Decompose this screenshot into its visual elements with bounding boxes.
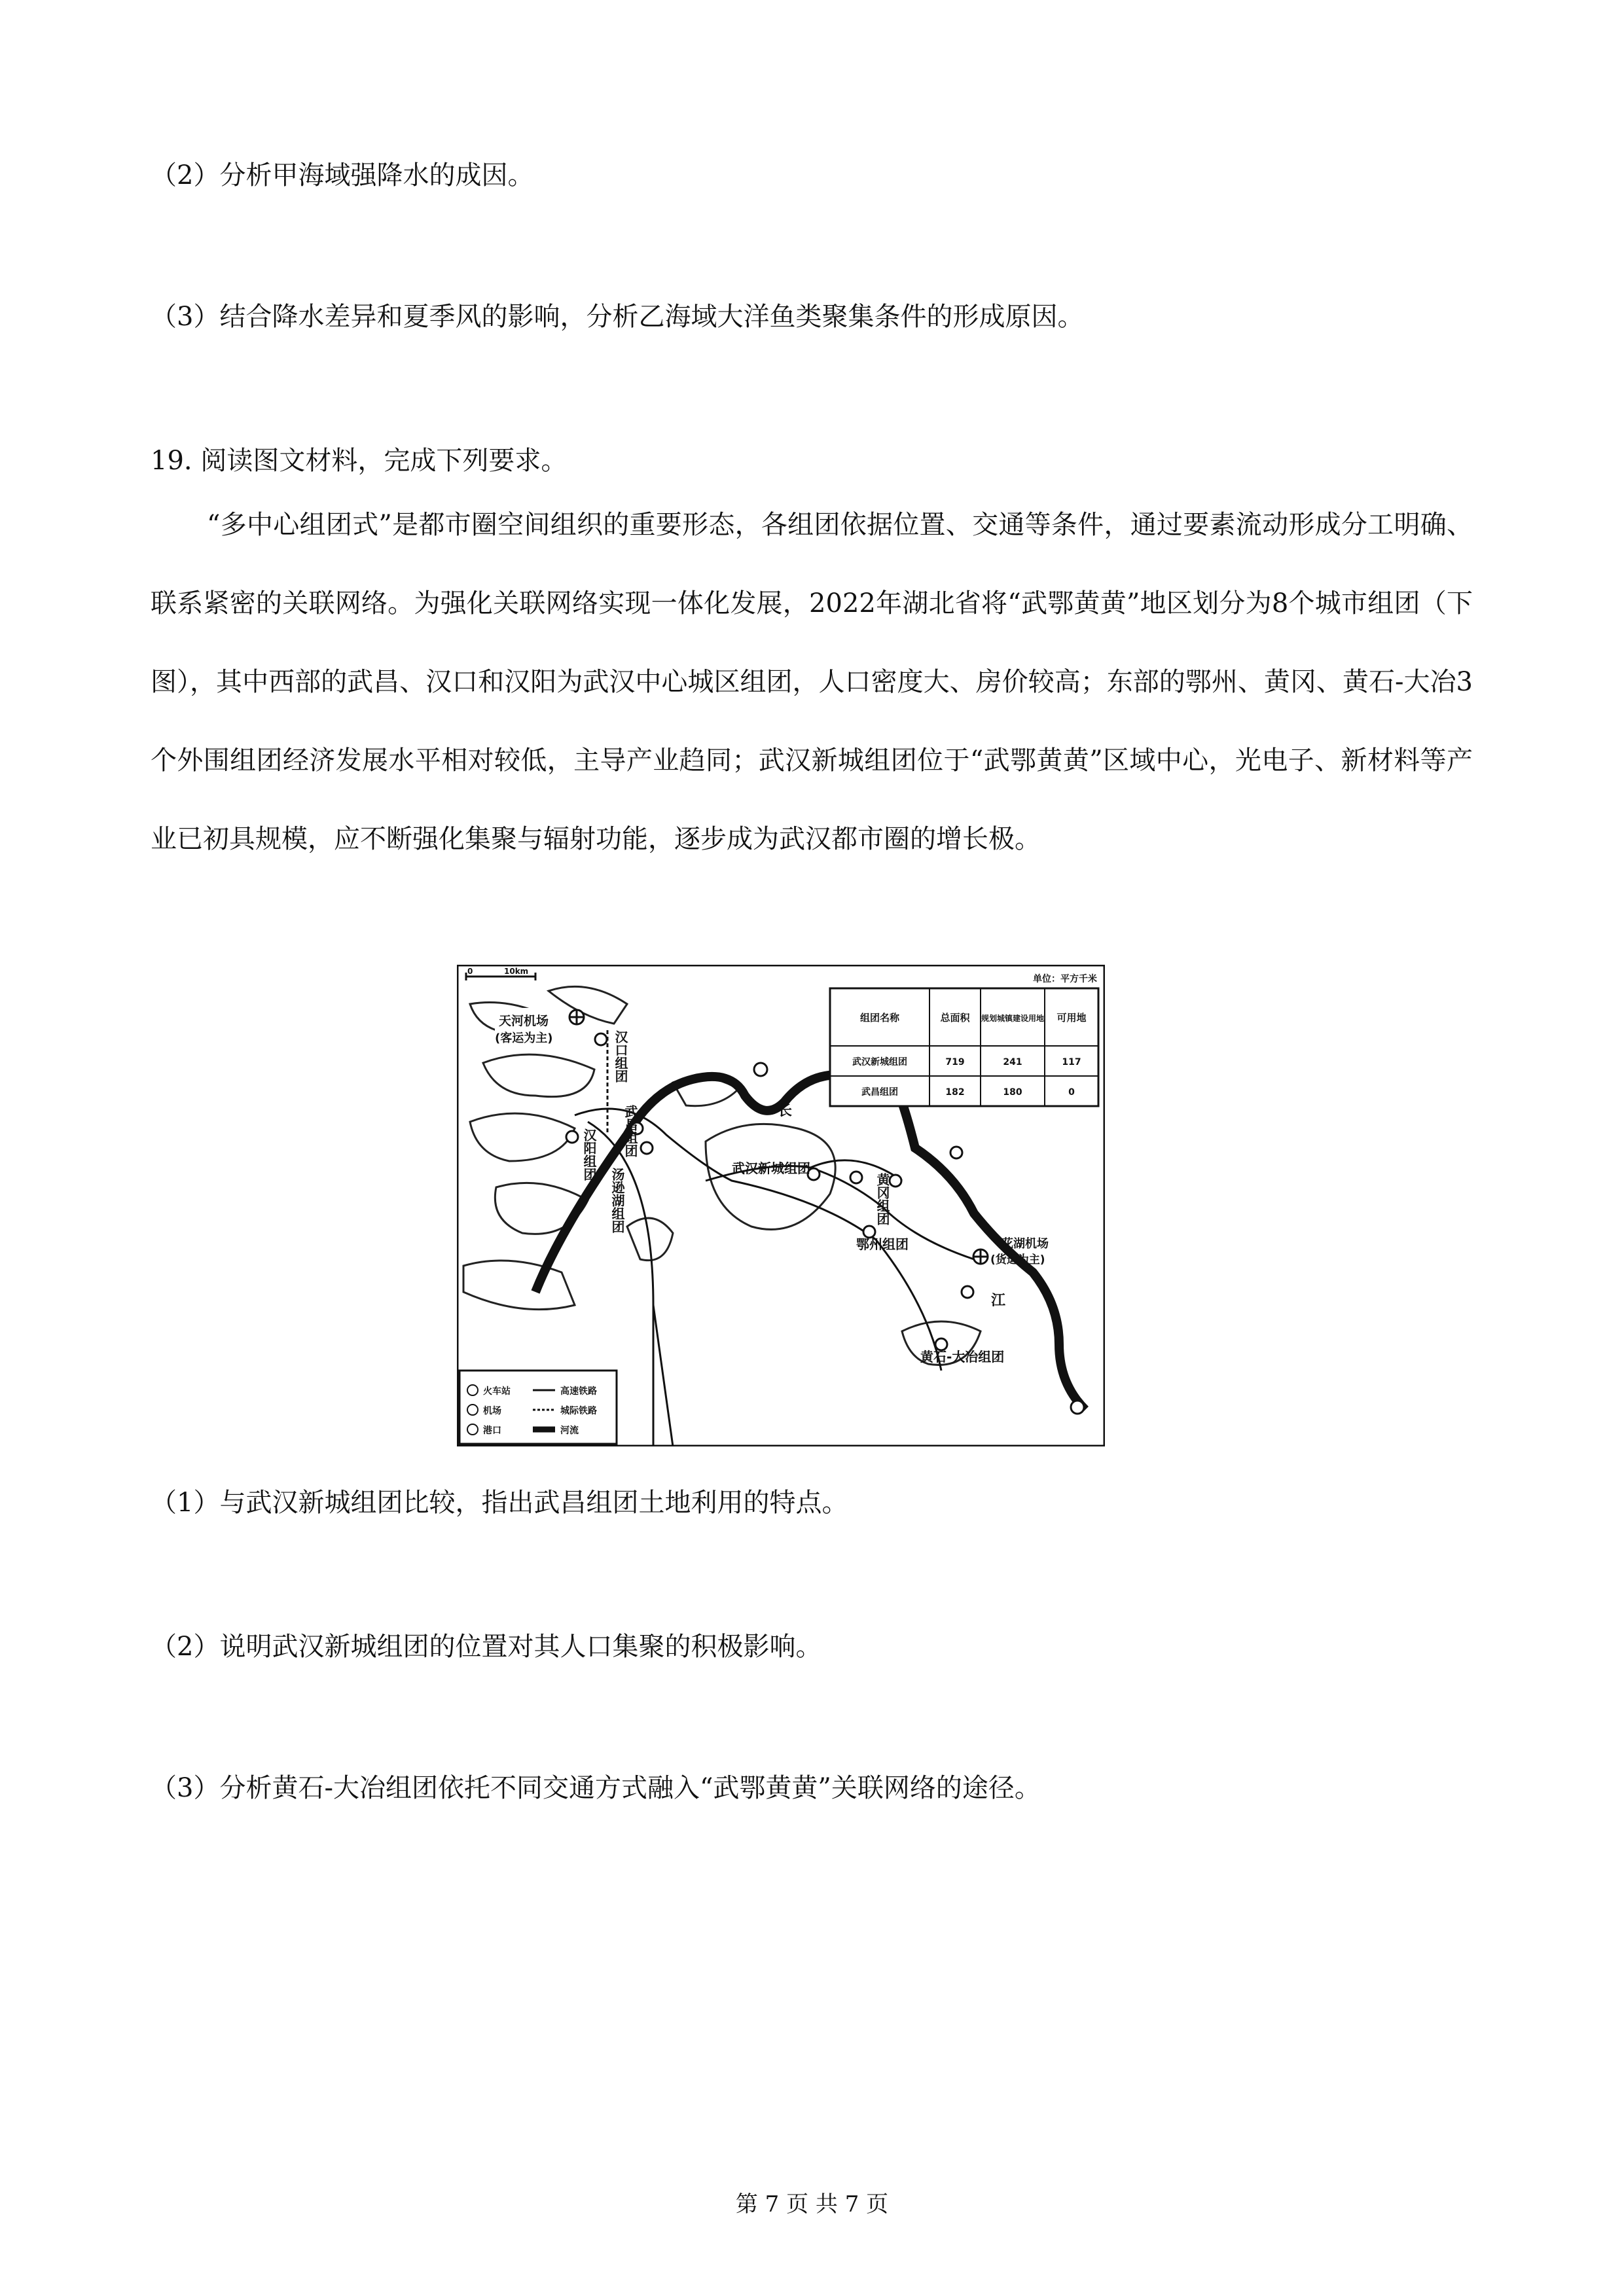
map-legend xyxy=(460,1371,617,1444)
table-cell: 117 xyxy=(1062,1057,1081,1067)
q19-passage: “多中心组团式”是都市圈空间组织的重要形态，各组团依据位置、交通等条件，通过要素流动形成分工明确、联系紧密的关联网络。为强化关联网络实现一体化发展，2022年湖北省将“武鄂黄黄”地区划分为8个城市组团（下图），其中西部的武昌、汉口和汉阳为武汉中心城区组团，人口密度大、房价较高；东部的鄂州、黄冈、黄石-大冶3个外围组团经济发展水平相对较低，主导产业趋同；武汉新城组团位于“武鄂黄黄”区域中心，光电子、新材料等产业已初具规模，应不断强化集聚与辐射功能，逐步成为武汉都市圈的增长极。 xyxy=(151,510,1473,854)
label-chang: 长 xyxy=(778,1103,793,1119)
label-wuchang: 武昌组团 xyxy=(623,1105,638,1157)
label-tianhe-airport: 天河机场 xyxy=(499,1014,549,1028)
table-header-name: 组团名称 xyxy=(859,1012,900,1024)
legend-airport: 机场 xyxy=(483,1406,501,1416)
table-header-total: 总面积 xyxy=(940,1012,970,1024)
legend-train-station: 火车站 xyxy=(483,1386,511,1397)
table-unit: 单位：平方千米 xyxy=(1033,974,1097,984)
label-wuhan-xincheng: 武汉新城组团 xyxy=(732,1160,810,1176)
label-huahu-airport: 花湖机场 xyxy=(1001,1237,1049,1251)
q19-heading: 19. 阅读图文材料，完成下列要求。 xyxy=(151,446,568,476)
label-hanyang: 汉阳组团 xyxy=(581,1128,597,1181)
table-cell: 武汉新城组团 xyxy=(852,1057,907,1067)
wuhan-map-figure xyxy=(457,965,1105,1446)
label-huahu-note: (货运为主) xyxy=(990,1253,1045,1266)
legend-port: 港口 xyxy=(483,1426,501,1436)
table-cell: 182 xyxy=(945,1087,965,1098)
label-hankou: 汉口组团 xyxy=(613,1030,628,1083)
label-huangshi-daye: 黄石-大冶组团 xyxy=(920,1349,1005,1365)
table-cell: 241 xyxy=(1003,1057,1022,1067)
q19-sub1: （1）与武汉新城组团比较，指出武昌组团土地利用的特点。 xyxy=(151,1488,848,1518)
scale-zero: 0 xyxy=(467,967,473,976)
table-cell: 180 xyxy=(1003,1087,1022,1098)
table-header-planned: 规划城镇建设用地 xyxy=(981,1014,1045,1023)
label-tianhe-note: (客运为主) xyxy=(495,1031,553,1045)
q18-sub2: （2）分析甲海域强降水的成因。 xyxy=(151,160,534,190)
legend-river: 河流 xyxy=(560,1426,579,1436)
legend-intercity-rail: 城际铁路 xyxy=(560,1406,597,1416)
legend-high-speed-rail: 高速铁路 xyxy=(560,1386,597,1397)
label-jiang: 江 xyxy=(991,1293,1006,1309)
label-huanggang: 黄冈组团 xyxy=(875,1173,890,1225)
q18-sub3: （3）结合降水差异和夏季风的影响，分析乙海域大洋鱼类聚集条件的形成原因。 xyxy=(151,302,1084,332)
table-cell: 0 xyxy=(1068,1087,1075,1098)
q19-sub2: （2）说明武汉新城组团的位置对其人口集聚的积极影响。 xyxy=(151,1632,822,1662)
table-header-available: 可用地 xyxy=(1056,1012,1087,1024)
scale-label: 10km xyxy=(504,967,529,976)
label-tangxunhu: 汤逊湖组团 xyxy=(609,1168,625,1233)
table-cell: 719 xyxy=(945,1057,965,1067)
label-ezhou: 鄂州组团 xyxy=(856,1236,909,1252)
area-table xyxy=(830,973,1098,1106)
page-footer: 第 7 页 共 7 页 xyxy=(735,2191,889,2217)
q19-sub3: （3）分析黄石-大冶组团依托不同交通方式融入“武鄂黄黄”关联网络的途径。 xyxy=(151,1773,1041,1803)
table-cell: 武昌组团 xyxy=(861,1087,898,1098)
